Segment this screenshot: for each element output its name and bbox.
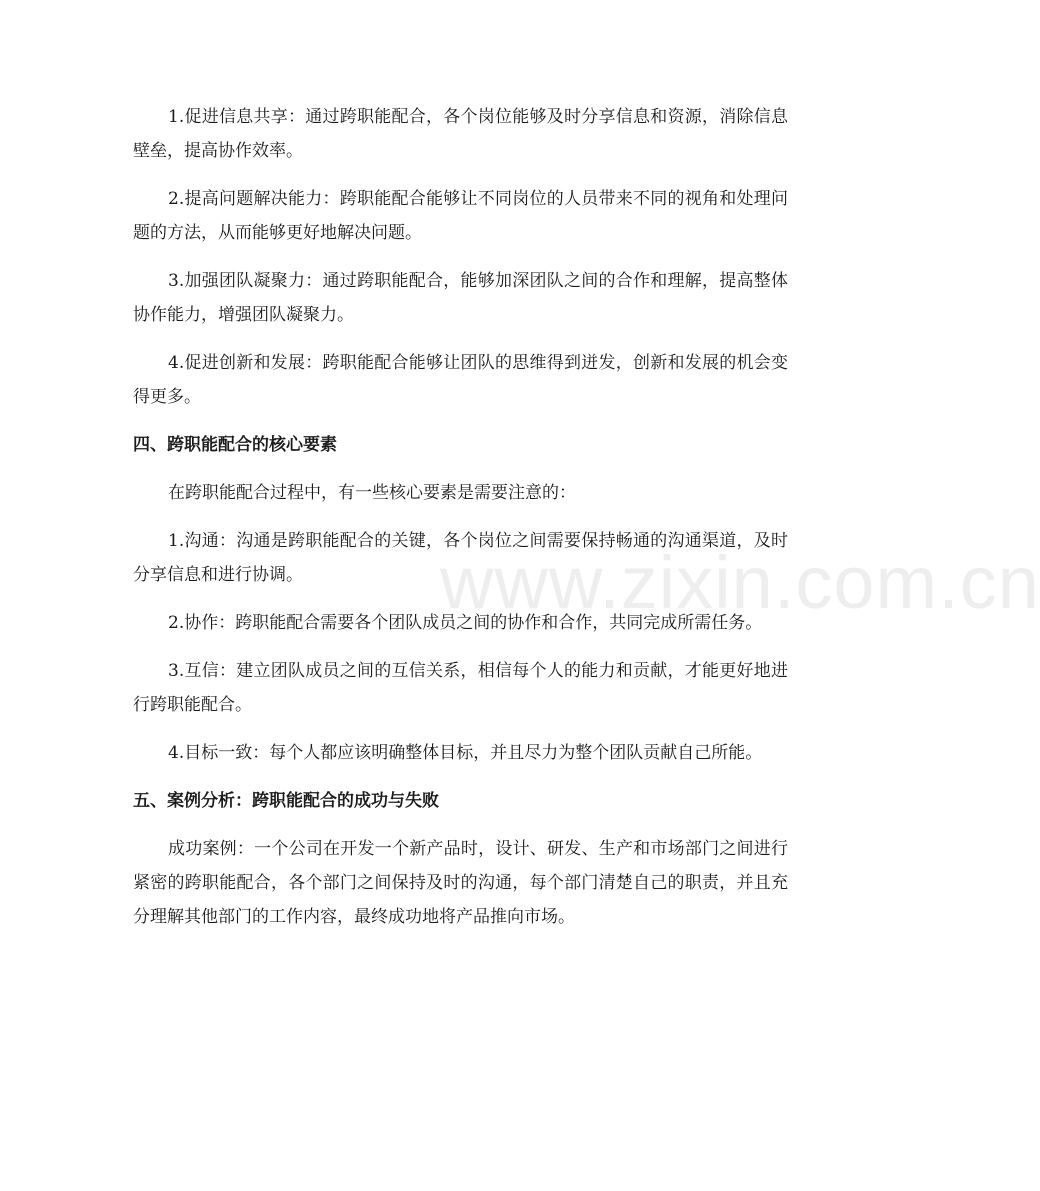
section5-success-case: 成功案例：一个公司在开发一个新产品时，设计、研发、生产和市场部门之间进行紧密的跨职能配合，各个部门之间保持及时的沟通，每个部门清楚自己的职责，并且充分理解其他部门的工作内容，最终成功地将产品推向市场。: [133, 839, 788, 927]
section5-heading: 五、案例分析：跨职能配合的成功与失败: [133, 791, 439, 811]
section3-item-1: 1.促进信息共享：通过跨职能配合，各个岗位能够及时分享信息和资源，消除信息壁垒，提高协作效率。: [133, 107, 788, 161]
section3-item-3: 3.加强团队凝聚力：通过跨职能配合，能够加深团队之间的合作和理解，提高整体协作能力，增强团队凝聚力。: [133, 271, 788, 325]
section4-item-2: 2.协作：跨职能配合需要各个团队成员之间的协作和合作，共同完成所需任务。: [168, 613, 763, 633]
section4-item-4: 4.目标一致：每个人都应该明确整体目标，并且尽力为整个团队贡献自己所能。: [168, 743, 763, 763]
document-body: [133, 100, 788, 948]
section4-intro: 在跨职能配合过程中，有一些核心要素是需要注意的：: [168, 483, 576, 503]
section4-item-3: 3.互信：建立团队成员之间的互信关系，相信每个人的能力和贡献，才能更好地进行跨职能配合。: [133, 661, 788, 715]
section3-item-2: 2.提高问题解决能力：跨职能配合能够让不同岗位的人员带来不同的视角和处理问题的方法，从而能够更好地解决问题。: [133, 189, 788, 243]
section4-heading: 四、跨职能配合的核心要素: [133, 435, 337, 455]
section3-item-4: 4.促进创新和发展：跨职能配合能够让团队的思维得到迸发，创新和发展的机会变得更多。: [133, 353, 788, 407]
section4-item-1: 1.沟通：沟通是跨职能配合的关键，各个岗位之间需要保持畅通的沟通渠道，及时分享信息和进行协调。: [133, 531, 788, 585]
watermark: www.zixin.com.cn: [440, 541, 1040, 624]
